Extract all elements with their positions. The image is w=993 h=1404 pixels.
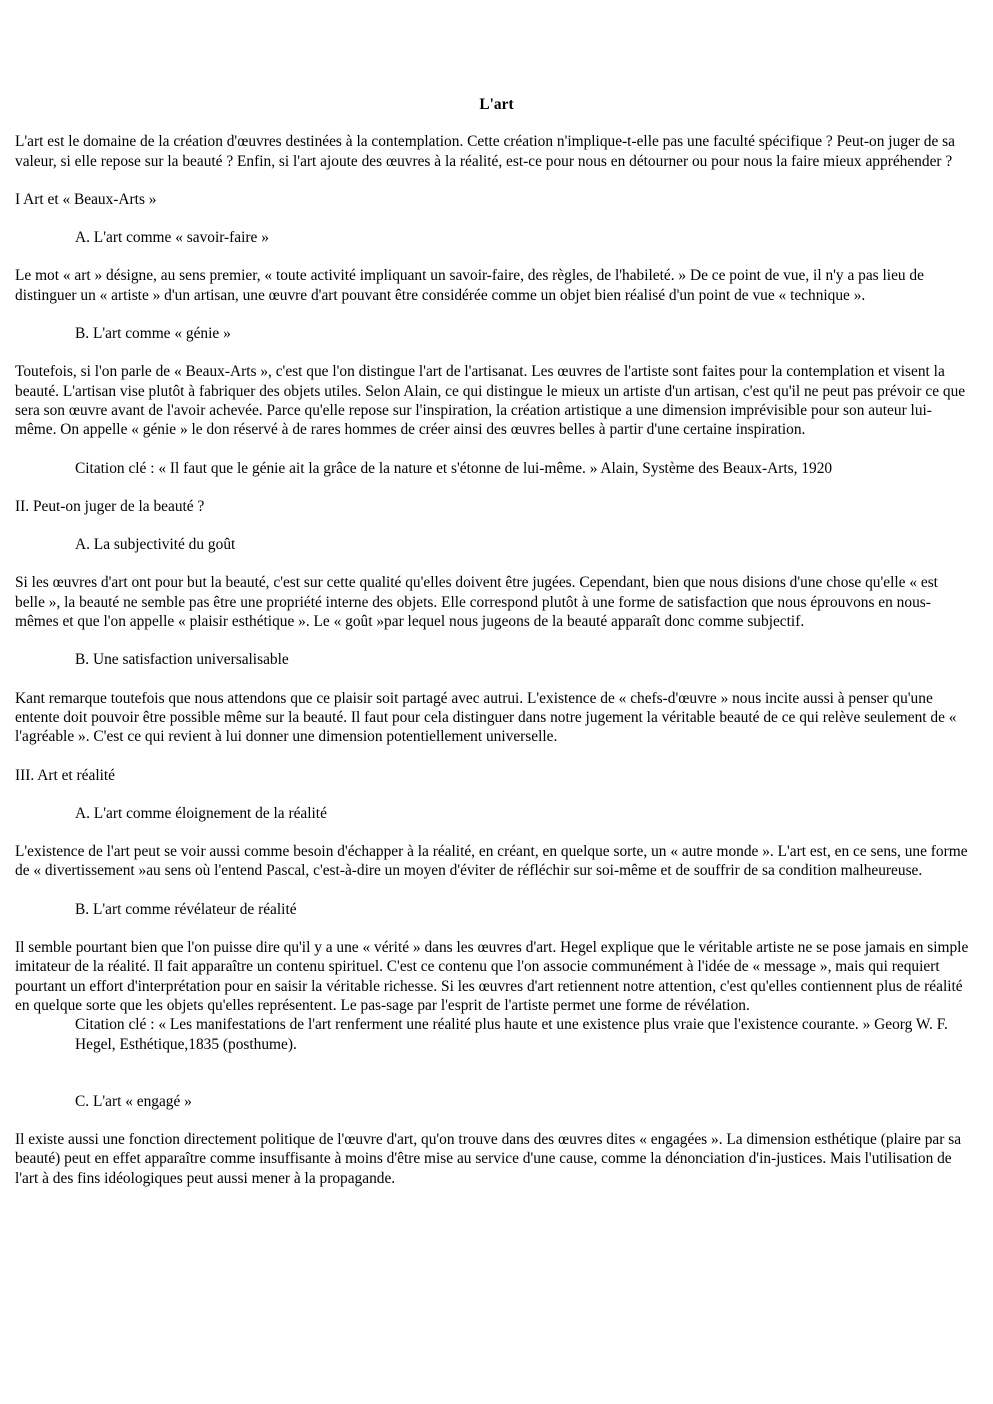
part3-b-paragraph: Il semble pourtant bien que l'on puisse dire qu'il y a une « vérité » dans les œuvres d'art. Hegel explique que le véritable artiste ne se pose jamais en simple imitateur de la réalité. Il fait apparaître un contenu spirituel. C'est ce contenu que l'on associe communément à l'idée de « message », mais qui requiert pourtant un effort d'interprétation pour en saisir la véritable richesse. Si les œuvres d'art retiennent notre attention, c'est qu'elles contiennent plus de réalité en quelque sorte que les objets qu'elles représentent. Le pas-sage par l'esprit de l'artiste permet une forme de révélation. [15, 939, 969, 1014]
part1-quote: Citation clé : « Il faut que le génie ait la grâce de la nature et s'étonne de lui-même. » Alain, Système des Beaux-Arts, 1920 [75, 459, 833, 477]
part2-a-paragraph: Si les œuvres d'art ont pour but la beauté, c'est sur cette qualité qu'elles doivent être jugées. Cependant, bien que nous disions d'une chose qu'elle « est belle », la beauté ne semble pas être une propriété interne des objets. Elle correspond plutôt à une forme de satisfaction que nous éprouvons en nous-mêmes et que l'on appelle « plaisir esthétique ». Le « goût »par lequel nous jugeons de la beauté apparaît donc comme subjectif. [15, 574, 938, 631]
part1-a-paragraph: Le mot « art » désigne, au sens premier, « toute activité impliquant un savoir-faire, des règles, de l'habileté. » De ce point de vue, il n'y a pas lieu de distinguer un « artiste » d'un artisan, une œuvre d'art pouvant être considérée comme un objet bien réalisé d'un point de vue « technique ». [15, 267, 924, 304]
part1-heading: I Art et « Beaux-Arts » [15, 190, 157, 208]
part3-c-paragraph: Il existe aussi une fonction directement politique de l'œuvre d'art, qu'on trouve dans des œuvres dites « engagées ». La dimension esthétique (plaire par sa beauté) peut en effet apparaître comme insuffisante à moins d'être mise au service d'une cause, comme la dénonciation d'in-justices. Mais l'utilisation de l'art à des fins idéologiques peut aussi mener à la propagande. [15, 1131, 962, 1187]
part3-c-heading: C. L'art « engagé » [75, 1092, 192, 1110]
part3-b-heading: B. L'art comme révélateur de réalité [75, 900, 297, 918]
document-title: L'art [479, 96, 514, 113]
part2-b-paragraph: Kant remarque toutefois que nous attendons que ce plaisir soit partagé avec autrui. L'existence de « chefs-d'œuvre » nous incite aussi à penser qu'une entente doit pouvoir être possible même sur la beauté. Il faut pour cela distinguer dans notre jugement la véritable beauté de ce qui relève seulement de « l'agréable ». C'est ce qui revient à lui donner une dimension potentiellement universelle. [15, 689, 957, 746]
part3-quote: Citation clé : « Les manifestations de l'art renferment une réalité plus haute et une existence plus vraie que l'existence courante. » Georg W. F. Hegel, Esthétique,1835 (posthume). [75, 1016, 948, 1053]
intro-paragraph: L'art est le domaine de la création d'œuvres destinées à la contemplation. Cette création n'implique-t-elle pas une faculté spécifique ? Peut-on juger de sa valeur, si elle repose sur la beauté ? Enfin, si l'art ajoute des œuvres à la réalité, est-ce pour nous en détourner ou pour nous la faire mieux appréhender ? [15, 133, 955, 170]
part1-b-paragraph: Toutefois, si l'on parle de « Beaux-Arts », c'est que l'on distingue l'art de l'artisanat. Les œuvres de l'artiste sont faites pour la contemplation et visent la beauté. L'artisan vise plutôt à fabriquer des objets utiles. Selon Alain, ce qui distingue le mieux un artiste d'un artisan, c'est qu'il ne peut pas prévoir ce que sera son œuvre avant de l'avoir achevée. Parce qu'elle repose sur l'inspiration, la création artistique a une dimension imprévisible pour son auteur lui-même. On appelle « génie » le don réservé à de rares hommes de créer ainsi des œuvres belles à partir d'une certaine inspiration. [15, 363, 966, 439]
part3-a-paragraph: L'existence de l'art peut se voir aussi comme besoin d'échapper à la réalité, en créant, en quelque sorte, un « autre monde ». L'art est, en ce sens, une forme de « divertissement »au sens où l'entend Pascal, c'est-à-dire un moyen d'éviter de réfléchir sur soi-même et de souffrir de sa condition malheureuse. [15, 843, 968, 880]
part3-a-heading: A. L'art comme éloignement de la réalité [75, 804, 327, 822]
part2-b-heading: B. Une satisfaction universalisable [75, 651, 289, 669]
part3-heading: III. Art et réalité [15, 766, 115, 784]
part2-heading: II. Peut-on juger de la beauté ? [15, 497, 205, 515]
part1-b-heading: B. L'art comme « génie » [75, 325, 231, 343]
part2-a-heading: A. La subjectivité du goût [75, 536, 236, 554]
part1-a-heading: A. L'art comme « savoir-faire » [75, 229, 269, 247]
